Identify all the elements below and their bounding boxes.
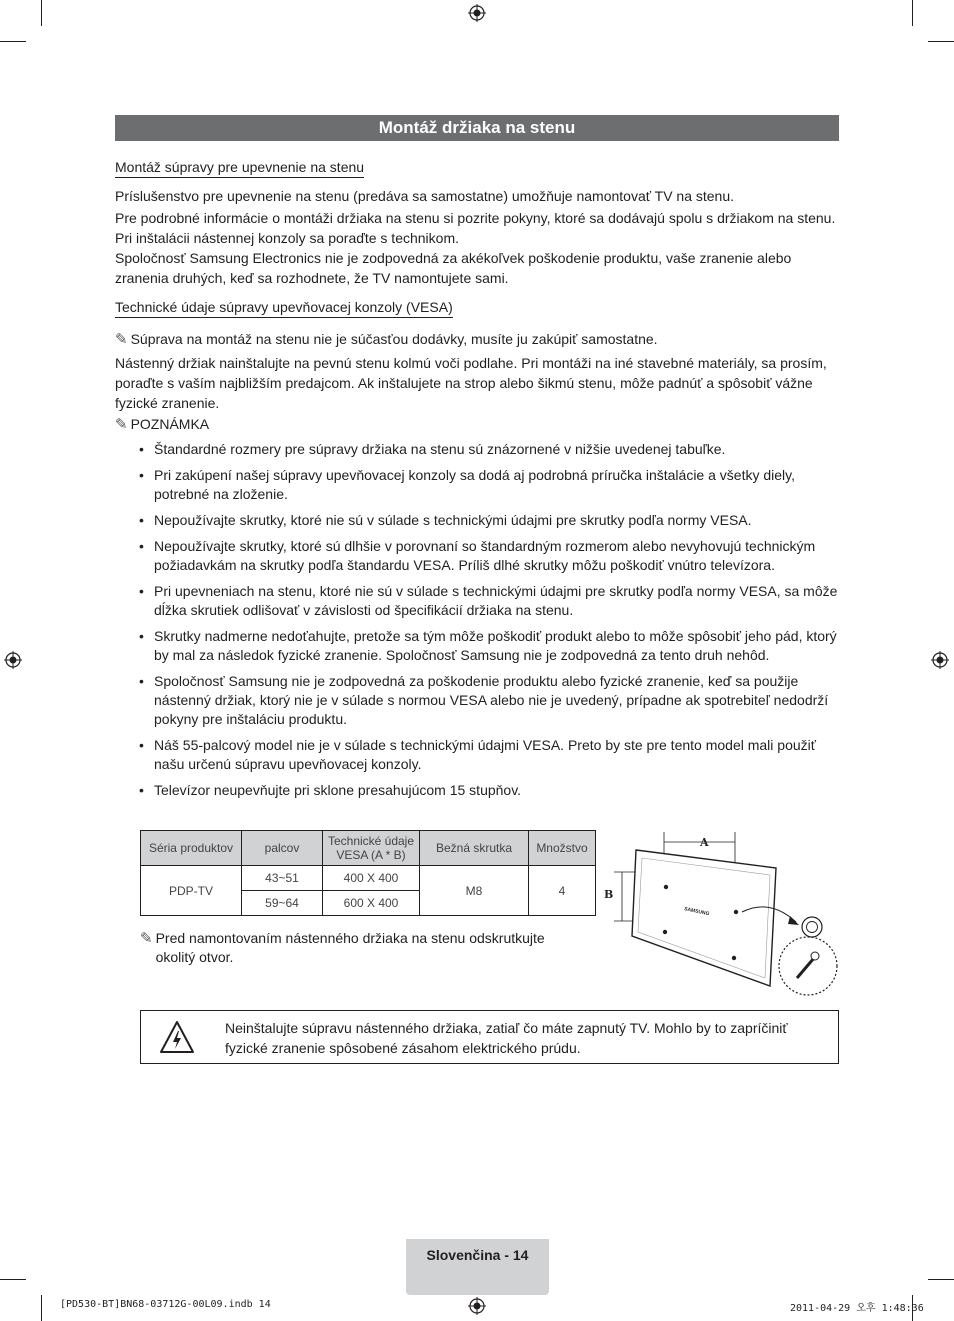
crop-mark — [0, 41, 26, 42]
paragraph: Pre podrobné informácie o montáži držiaka na stenu si pozrite pokyny, ktoré sa dodávajú spolu s držiakom na stenu. Pri inštalácii nástennej konzoly sa poraďte s technikom. — [115, 210, 836, 246]
list-item: • Nepoužívajte skrutky, ktoré nie sú v súlade s technickými údajmi pre skrutky podľa normy VESA. — [137, 511, 839, 530]
pencil-note-icon: ✎ — [115, 330, 128, 348]
file-slug: [PD530-BT]BN68-03712G-00L09.indb 14 — [60, 1299, 271, 1310]
mount-hole-icon — [732, 956, 736, 960]
section-heading-vesa: Technické údaje súpravy upevňovacej konzoly (VESA) — [115, 298, 453, 318]
paragraph: Nástenný držiak nainštalujte na pevnú stenu kolmú voči podlahe. Pri montáži na iné stavebné materiály, sa prosím, poraďte s vaším najbližším predajcom. Ak inštalujete na strop alebo šikmú stenu, môže padnúť a spôsobiť vážne fyzické zranenie. — [115, 355, 827, 411]
note-text: Súprava na montáž na stenu nie je súčasťou dodávky, musíte ju zakúpiť samostatne. — [130, 331, 658, 347]
screw-head — [811, 952, 819, 960]
dimension-label-b: B — [604, 888, 614, 901]
table-cell-screw: M8 — [420, 866, 529, 916]
mount-hole-icon — [734, 910, 738, 914]
cap-icon — [802, 917, 822, 937]
pencil-note-icon: ✎ — [140, 929, 153, 947]
registration-mark-icon — [931, 651, 949, 669]
list-item: • Skrutky nadmerne nedoťahujte, pretože sa tým môže poškodiť produkt alebo to môže spôsobiť jeho pád, ktorý by mal za následok fyzické zranenie. Spoločnosť Samsung nie je zodpovedná za tento druh nehôd. — [137, 627, 839, 665]
crop-mark — [912, 0, 913, 26]
crop-mark — [0, 1279, 26, 1280]
list-item: • Štandardné rozmery pre súpravy držiaka na stenu sú znázornené v nižšie uvedenej tabuľke. — [137, 440, 839, 459]
crop-mark — [928, 41, 954, 42]
note-label — [115, 414, 209, 434]
note — [140, 929, 590, 967]
vesa-spec-table — [140, 830, 596, 916]
table-cell-series: PDP-TV — [141, 866, 242, 916]
screw-icon — [797, 958, 814, 978]
warning-text: Neinštalujte súpravu nástenného držiaka, zatiaľ čo máte zapnutý TV. Mohlo by to zapríčiniť fyzické zranenie spôsobené zásahom elektrického prúdu. — [225, 1020, 788, 1056]
tv-back-panel — [632, 850, 776, 986]
list-item: • Spoločnosť Samsung nie je zodpovedná za poškodenie produktu alebo fyzické zranenie, keď sa použije nástenný držiak, ktorý nie je v súlade s normou VESA alebo nie je uvedený, prípadne ak spotrebiteľ nedodrží pokyny pre inštaláciu produktu. — [137, 672, 839, 729]
table-header: Technické údaje VESA (A * B) — [323, 831, 420, 866]
note — [115, 329, 839, 349]
table-header: palcov — [242, 831, 323, 866]
paragraph: Spoločnosť Samsung Electronics nie je zodpovedná za akékoľvek poškodenie produktu, vaše zranenie alebo zranenia druhých, keď sa rozhodnete, že TV namontujete sami. — [115, 250, 792, 286]
table-cell-quantity: 4 — [529, 866, 596, 916]
note-label-text: POZNÁMKA — [130, 416, 210, 432]
list-item: • Televízor neupevňujte pri sklone presahujúcom 15 stupňov. — [137, 781, 839, 800]
warning-box — [140, 1010, 839, 1064]
note-bullet-list — [137, 440, 839, 807]
table-cell-inches: 59~64 — [242, 891, 323, 916]
pencil-note-icon: ✎ — [115, 415, 128, 433]
electric-shock-warning-icon — [159, 1019, 195, 1055]
list-item: • Pri upevneniach na stenu, ktoré nie sú v súlade s technickými údajmi pre skrutky podľa normy VESA, sa môže dĺžka skrutiek odlišovať v závislosti od špecifikácií držiaka na stenu. — [137, 582, 839, 620]
crop-mark — [41, 0, 42, 26]
timestamp: 2011-04-29 오후 1:48:36 — [790, 1303, 924, 1314]
table-cell-inches: 43~51 — [242, 866, 323, 891]
note-text: Pred namontovaním nástenného držiaka na stenu odskrutkujte okolitý otvor. — [155, 930, 545, 965]
list-item: • Pri zakúpení našej súpravy upevňovacej konzoly sa dodá aj podrobná príručka inštalácie a všetky diely, potrebné na zloženie. — [137, 466, 839, 504]
section-heading-wall-mount: Montáž súpravy pre upevnenie na stenu — [115, 158, 364, 178]
table-cell-vesa: 600 X 400 — [323, 891, 420, 916]
table-header: Bežná skrutka — [420, 831, 529, 866]
paragraph: Príslušenstvo pre upevnenie na stenu (predáva sa samostatne) umožňuje namontovať TV na stenu. — [115, 188, 735, 204]
table-header: Množstvo — [529, 831, 596, 866]
mount-hole-icon — [664, 885, 668, 889]
table-row — [141, 866, 596, 891]
crop-mark — [41, 1295, 42, 1321]
mount-hole-icon — [663, 930, 667, 934]
list-item: • Nepoužívajte skrutky, ktoré sú dlhšie v porovnaní so štandardným rozmerom alebo nevyhovujú technickým požiadavkám na skrutky podľa štandardu VESA. Príliš dlhé skrutky môžu poškodiť vnútro televízora. — [137, 537, 839, 575]
registration-mark-icon — [468, 4, 486, 22]
tv-brand-logo: SAMSUNG — [683, 906, 710, 918]
registration-mark-icon — [468, 1297, 486, 1315]
registration-mark-icon — [4, 651, 22, 669]
table-header-row — [141, 831, 596, 866]
page-number-tab: Slovenčina - 14 — [406, 1239, 549, 1295]
table-cell-vesa: 400 X 400 — [323, 866, 420, 891]
table-header: Séria produktov — [141, 831, 242, 866]
list-item: • Náš 55-palcový model nie je v súlade s technickými údajmi VESA. Preto by ste pre tento model mali použiť našu určenú súpravu upevňovacej konzoly. — [137, 736, 839, 774]
tv-rear-diagram — [600, 828, 840, 998]
crop-mark — [928, 1279, 954, 1280]
dimension-label-a: A — [700, 836, 709, 849]
page-title: Montáž držiaka na stenu — [115, 115, 839, 141]
